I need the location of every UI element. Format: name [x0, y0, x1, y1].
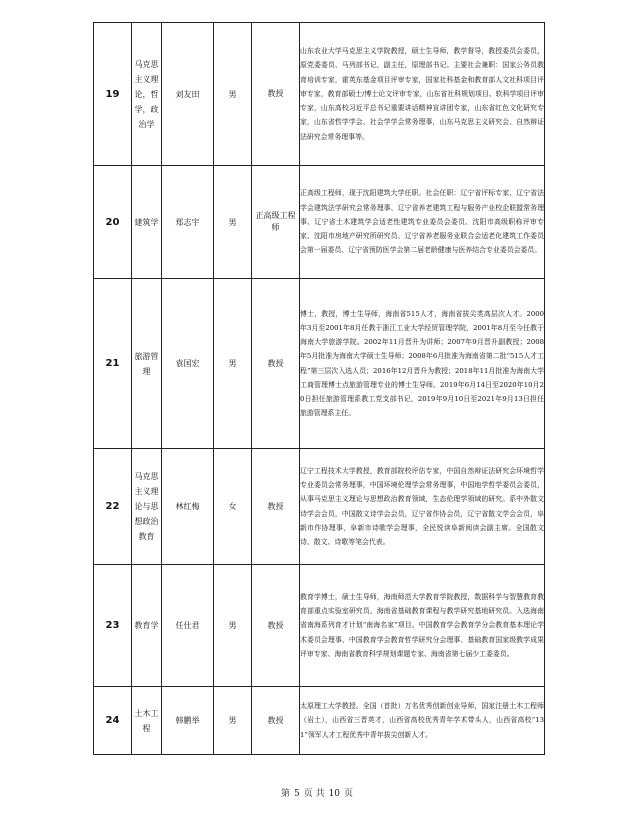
- discipline-cell: 旅游管理: [132, 279, 162, 449]
- table-row: [94, 23, 545, 166]
- row-number: 23: [94, 565, 132, 687]
- discipline-cell: 马克思主义理论，哲学，政治学: [132, 23, 162, 166]
- page-prefix: 第: [280, 789, 290, 799]
- row-number: 20: [94, 166, 132, 279]
- expert-name: 刘友田: [162, 23, 214, 166]
- title-cell: 正高级工程师: [252, 166, 300, 279]
- description-cell: 教育学博士，硕士生导师，海南师范大学教育学院教授，数据科学与智慧教育教育部重点实验室研究员、海南省基础教育课程与教学研究基地研究员。入选海南省南海系列育才计划“南海名家”项目。中国教育学会教育学分会教育基本理论学术委员会理事、中国教育学会教育哲学研究分会理事、基础教育国家级教学成果评审专家、海南省教育科学规划课题专家、海南省第七届少工委委员。: [300, 565, 545, 687]
- gender-cell: 男: [214, 23, 252, 166]
- table-row: [94, 279, 545, 449]
- expert-name: 任仕君: [162, 565, 214, 687]
- table-row: [94, 449, 545, 565]
- page-number: 5: [293, 789, 300, 799]
- row-number: 21: [94, 279, 132, 449]
- expert-table: [93, 22, 545, 755]
- description-cell: 辽宁工程技术大学教授，教育部院校评估专家，中国自然辩证法研究会环境哲学专业委员会常务理事，中国环境伦理学会常务理事，中国地学哲学委员会委员，从事马克思主义理论与思想政治教育领域，生态伦理学领域的研究。系中外散文诗学会会员，中国散文诗学会会员，辽宁省作协会员，辽宁省散文学会会员，阜新市作协理事，阜新市诗歌学会理事，全民悦读阜新阅读会副主席。全国散文诗、散文、诗歌等笔会代表。: [300, 449, 545, 565]
- row-number: 24: [94, 687, 132, 755]
- title-cell: 教授: [252, 565, 300, 687]
- row-number: 19: [94, 23, 132, 166]
- page-total: 10: [328, 789, 341, 799]
- gender-cell: 女: [214, 449, 252, 565]
- row-number: 22: [94, 449, 132, 565]
- discipline-cell: 教育学: [132, 565, 162, 687]
- expert-name: 郑志宇: [162, 166, 214, 279]
- description-cell: 正高级工程师，现于沈阳建筑大学任职。社会任职：辽宁省评标专家、辽宁省法学会建筑法学研究会常务理事、辽宁省养老建筑工程与服务产业校企联盟常务理事、辽宁省土木建筑学会适老性建筑专业委员会委员、沈阳市高级职称评审专家、沈阳市房地产研究所研究员、辽宁省养老服务业联合会适老化建筑工作委员会第一届委员、辽宁省预防医学会第二届老龄健康与医养结合专业委员会委员。: [300, 166, 545, 279]
- discipline-cell: 马克思主义理论与思想政治教育: [132, 449, 162, 565]
- title-cell: 教授: [252, 279, 300, 449]
- description-cell: 太原理工大学教授。全国（首批）万名优秀创新创业导师，国家注册土木工程师（岩土），山西省三晋英才，山西省高校优秀青年学术带头人，山西省高校“131”领军人才工程优秀中青年拔尖创新人才。: [300, 687, 545, 755]
- table-row: [94, 687, 545, 755]
- expert-name: 袁国宏: [162, 279, 214, 449]
- gender-cell: 男: [214, 279, 252, 449]
- expert-name: 林红梅: [162, 449, 214, 565]
- discipline-cell: 建筑学: [132, 166, 162, 279]
- gender-cell: 男: [214, 687, 252, 755]
- page-mid: 页 共: [303, 789, 325, 799]
- title-cell: 教授: [252, 449, 300, 565]
- discipline-cell: 土木工程: [132, 687, 162, 755]
- gender-cell: 男: [214, 166, 252, 279]
- table-row: [94, 166, 545, 279]
- description-cell: 山东农业大学马克思主义学院教授，硕士生导师，教学督导，教授委员会委员，原党委委员、马列部书记，副主任，原理部书记。主要社会兼职：国家公务员教育培训专家，霍英东基金项目评审专家，国家社科基金和教育部人文社科项目评审专家，教育部硕士/博士论文评审专家，山东省社科规划项目、软科学项目评审专家，山东高校习近平总书记重要讲话精神宣讲团专家，山东省红色文化研究专家，山东省哲学学会、社会学学会常务理事，山东马克思主义研究会、自然辩证法研究会常务理事等。: [300, 23, 545, 166]
- title-cell: 教授: [252, 23, 300, 166]
- table-row: [94, 565, 545, 687]
- title-cell: 教授: [252, 687, 300, 755]
- gender-cell: 男: [214, 565, 252, 687]
- page-footer: [0, 786, 634, 799]
- description-cell: 博士，教授，博士生导师，海南省515人才，海南省拔尖类高层次人才。2000年3月至2001年8月任教于浙江工业大学经贸管理学院，2001年8月至今任教于海南大学旅游学院。2002年11月晋升为讲师；2007年9月晋升副教授；2008年5月批准为海南大学硕士生导师；2008年6月批准为海南省第二批“515人才工程”第三层次入选人员；2016年12月晋升为教授；2018年11月批准为海南大学工商管理博士点旅游管理专业的博士生导师。2019年6月14日至2020年10月20日担任旅游管理系教工党支部书记，2019年9月10日至2021年9月13日担任旅游管理系主任。: [300, 279, 545, 449]
- page-suffix: 页: [344, 789, 354, 799]
- expert-name: 韩鹏举: [162, 687, 214, 755]
